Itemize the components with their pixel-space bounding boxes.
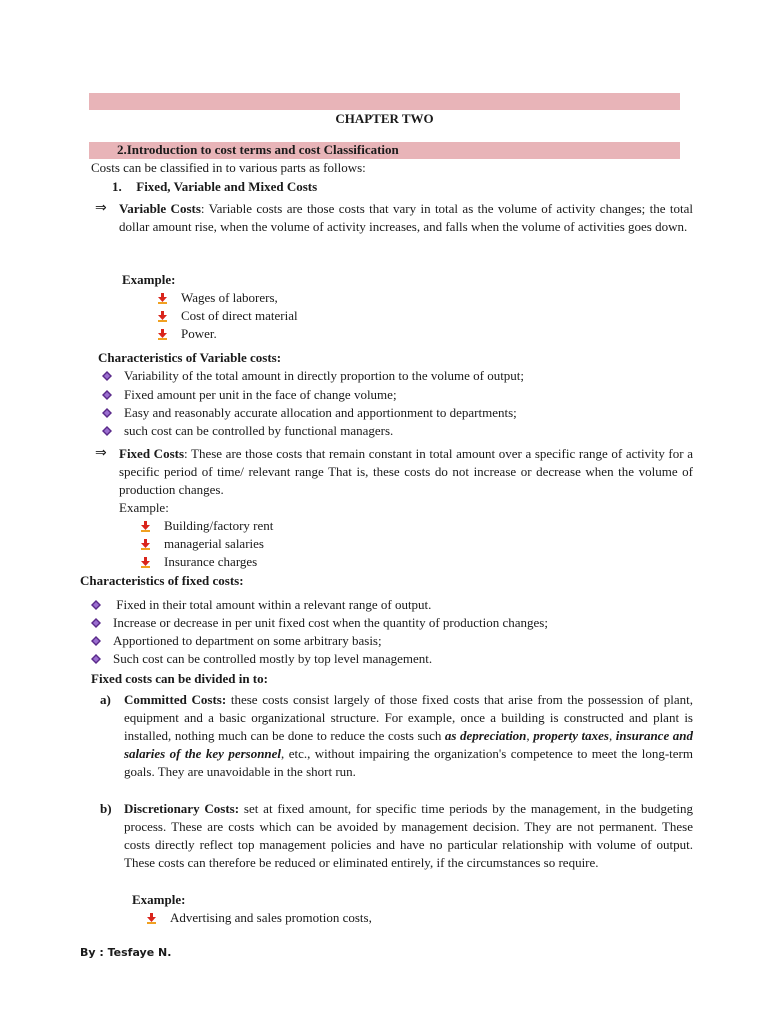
committed-costs-paragraph — [124, 691, 693, 781]
author-footer: By : Tesfaye N. — [80, 946, 172, 959]
committed-separator: , — [608, 728, 616, 743]
section-title: 2.Introduction to cost terms and cost Classification — [117, 142, 399, 157]
implies-arrow-icon: ⇒ — [95, 445, 107, 461]
fixed-example-item: Building/factory rent — [164, 518, 274, 533]
purple-diamond-bullet-icon — [91, 618, 101, 628]
variable-characteristics-heading: Characteristics of Variable costs: — [98, 350, 282, 365]
implies-arrow-icon: ⇒ — [95, 200, 107, 216]
committed-letter: a) — [100, 692, 111, 707]
fixed-characteristics-heading: Characteristics of fixed costs: — [80, 573, 244, 588]
fixed-example-item: managerial salaries — [164, 536, 264, 551]
committed-separator: , — [526, 728, 534, 743]
red-arrow-bullet-icon — [141, 557, 152, 568]
fixed-costs-paragraph — [119, 445, 693, 499]
red-arrow-bullet-icon — [158, 311, 169, 322]
discretionary-example-label: Example: — [132, 892, 186, 907]
purple-diamond-bullet-icon — [102, 426, 112, 436]
discretionary-costs-paragraph — [124, 800, 693, 872]
discretionary-costs-term: Discretionary Costs: — [124, 801, 240, 816]
red-arrow-bullet-icon — [158, 329, 169, 340]
red-arrow-bullet-icon — [141, 539, 152, 550]
discretionary-example-item: Advertising and sales promotion costs, — [170, 910, 372, 925]
fixed-characteristic-item: Increase or decrease in per unit fixed cost when the quantity of production changes; — [113, 615, 548, 630]
fixed-costs-term: Fixed Costs — [119, 446, 185, 461]
divided-heading: Fixed costs can be divided in to: — [91, 671, 268, 686]
red-arrow-bullet-icon — [141, 521, 152, 532]
variable-example-item: Cost of direct material — [181, 308, 298, 323]
variable-characteristic-item: Easy and reasonably accurate allocation and apportionment to departments; — [124, 405, 517, 420]
variable-characteristic-item: Fixed amount per unit in the face of change volume; — [124, 387, 397, 402]
discretionary-text: set at fixed amount, for specific time periods by the management, in the budgeting process. These are costs which can be avoided by management decision. They are not permanent. These costs directly reflect top management policies and have no particular relationship with volume of output. These costs can therefore be reduced or eliminated entirely, if the circumstances so require. — [124, 801, 693, 870]
committed-emphasis: as depreciation — [444, 728, 527, 743]
variable-costs-paragraph — [119, 200, 693, 236]
committed-costs-term: Committed Costs: — [124, 692, 227, 707]
committed-text: these costs consist largely of those fixed costs that arise from the possession of plant, equipment and a basic organizational structure. For example, once a building is constructed and plant is installed, nothing much can be done to reduce the costs such — [124, 692, 693, 743]
discretionary-letter: b) — [100, 801, 112, 816]
purple-diamond-bullet-icon — [91, 636, 101, 646]
committed-emphasis: property taxes — [533, 728, 609, 743]
committed-emphasis: insurance and salaries of the key personnel — [124, 728, 693, 761]
fixed-characteristic-item: Such cost can be controlled mostly by top level management. — [113, 651, 433, 666]
fixed-costs-text: : These are those costs that remain constant in total amount over a specific range of activity for a specific period of time/ relevant range That is, these costs do not increase or decrease when the volume of production changes. — [119, 446, 693, 497]
intro-text: Costs can be classified in to various parts as follows: — [91, 160, 366, 175]
committed-text: , etc., without impairing the organization's competence to meet the long-term goals. They are unavoidable in the short run. — [124, 746, 693, 779]
header-band — [89, 93, 680, 110]
variable-characteristic-item: Variability of the total amount in directly proportion to the volume of output; — [124, 368, 525, 383]
variable-example-label: Example: — [122, 272, 176, 287]
list-label: Fixed, Variable and Mixed Costs — [136, 179, 318, 194]
variable-example-item: Wages of laborers, — [181, 290, 278, 305]
fixed-characteristic-item: Apportioned to department on some arbitrary basis; — [113, 633, 382, 648]
purple-diamond-bullet-icon — [102, 390, 112, 400]
chapter-title: CHAPTER TWO — [335, 111, 434, 126]
variable-costs-term: Variable Costs — [119, 201, 201, 216]
purple-diamond-bullet-icon — [91, 600, 101, 610]
fixed-example-label: Example: — [119, 500, 169, 515]
list-number: 1. — [112, 179, 122, 194]
red-arrow-bullet-icon — [158, 293, 169, 304]
variable-example-item: Power. — [181, 326, 217, 341]
red-arrow-bullet-icon — [147, 913, 158, 924]
fixed-characteristic-item: Fixed in their total amount within a relevant range of output. — [113, 597, 432, 612]
purple-diamond-bullet-icon — [91, 654, 101, 664]
variable-costs-text: : Variable costs are those costs that vary in total as the volume of activity changes; the total dollar amount rise, when the volume of activity increases, and falls when the volume of activities goes down. — [119, 201, 694, 234]
purple-diamond-bullet-icon — [102, 408, 112, 418]
variable-characteristic-item: such cost can be controlled by functional managers. — [124, 423, 394, 438]
purple-diamond-bullet-icon — [102, 371, 112, 381]
list-item-1 — [112, 178, 317, 196]
fixed-example-item: Insurance charges — [164, 554, 258, 569]
